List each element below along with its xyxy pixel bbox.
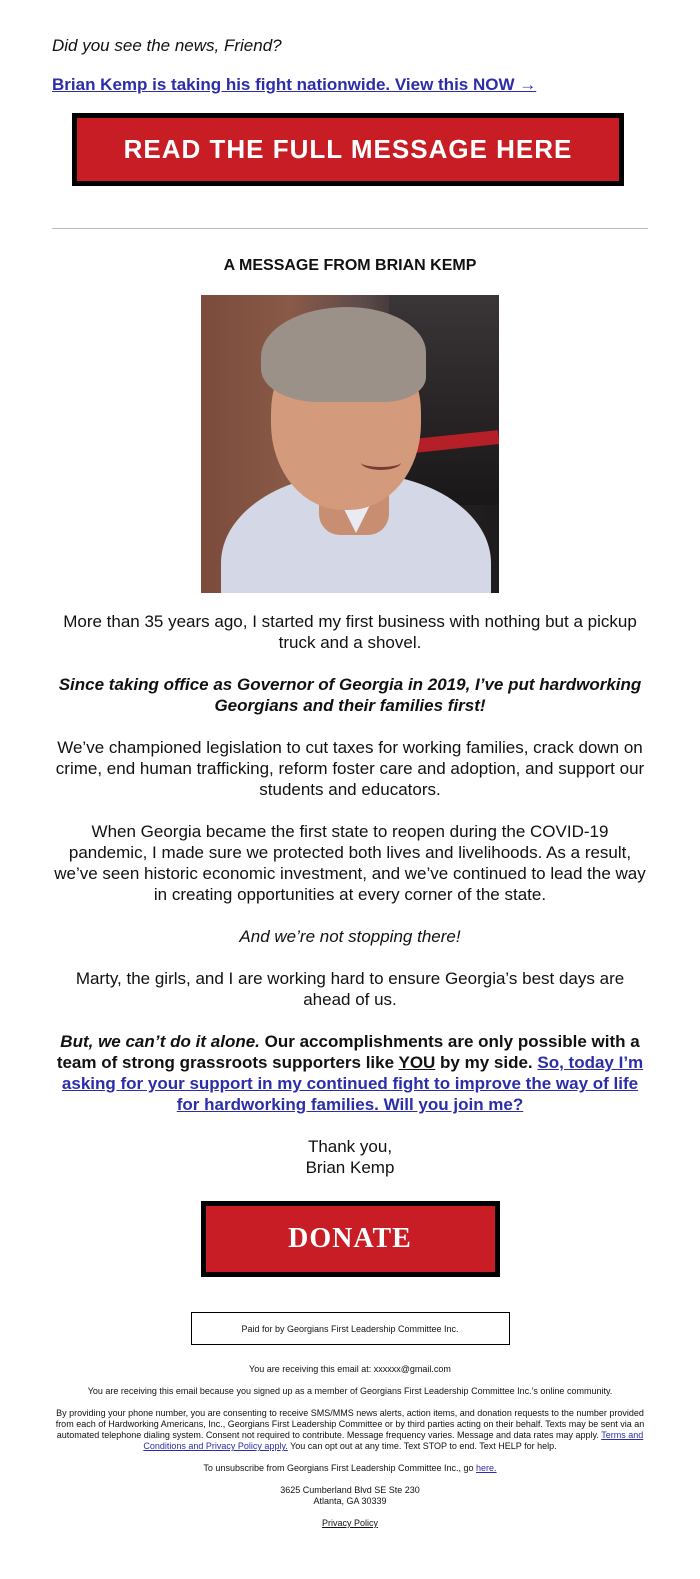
appeal-support-link[interactable]: So, today I’m asking for your support in my continued fight to improve the way of life for hardworking families. Will you join me? bbox=[61, 1053, 644, 1114]
signoff-thanks: Thank you, bbox=[307, 1137, 393, 1156]
signoff bbox=[52, 1136, 648, 1178]
footer-unsubscribe bbox=[52, 1463, 648, 1474]
footer-receiving: You are receiving this email at: xxxxxx@gmail.com bbox=[249, 1364, 451, 1374]
terms-link[interactable]: Terms and Conditions and Privacy Policy apply. bbox=[143, 1430, 644, 1451]
footer-address bbox=[52, 1485, 648, 1507]
photo-hair bbox=[261, 307, 426, 402]
paragraph-family: Marty, the girls, and I are working hard to ensure Georgia’s best days are ahead of us. bbox=[75, 969, 625, 1009]
appeal-emphasis: But, we can’t do it alone. bbox=[60, 1032, 260, 1051]
paragraph-not-stopping: And we’re not stopping there! bbox=[239, 927, 461, 946]
footer-signed-up: You are receiving this email because you signed up as a member of Georgians First Leadership Committee Inc.’s online community. bbox=[87, 1386, 613, 1396]
sms-text-a: By providing your phone number, you are consenting to receive SMS/MMS news alerts, action items, and donation requests to the number provided from each of Hardworking Americans, Inc., Georgians First Leadership Committee or by third parties acting on their behalf. Texts may be sent via an automated telephone dialing system. Consent not required to contribute. Message frequency varies. Message and data rates may apply. bbox=[55, 1408, 645, 1440]
paragraph-appeal bbox=[52, 1031, 648, 1115]
footer-privacy bbox=[52, 1518, 648, 1529]
paragraph-governor: Since taking office as Governor of Georgia in 2019, I’ve put hardworking Georgians and their families first! bbox=[58, 675, 642, 715]
headline-link[interactable]: Brian Kemp is taking his fight nationwide. View this NOW → bbox=[52, 75, 537, 94]
paragraph-legislation: We’ve championed legislation to cut taxes for working families, crack down on crime, end human trafficking, reform foster care and adoption, and support our students and educators. bbox=[55, 738, 645, 799]
footer-sms-consent bbox=[52, 1408, 648, 1452]
appeal-text-a: Our accomplishments are only possible with a team of strong grassroots supporters like bbox=[56, 1032, 640, 1072]
paragraph-covid: When Georgia became the first state to reopen during the COVID-19 pandemic, I made sure we protected both lives and livelihoods. As a result, we’ve seen historic economic investment, and we’ve continued to lead the way in creating opportunities at every corner of the state. bbox=[54, 822, 646, 904]
paid-for-box: Paid for by Georgians First Leadership Committee Inc. bbox=[191, 1312, 510, 1345]
cta-container bbox=[72, 113, 648, 186]
email-container bbox=[52, 0, 648, 1529]
greeting: Did you see the news, Friend? bbox=[52, 36, 282, 55]
paragraph-business: More than 35 years ago, I started my first business with nothing but a pickup truck and a shovel. bbox=[63, 612, 637, 652]
sms-text-b: You can opt out at any time. Text STOP to end. Text HELP for help. bbox=[287, 1441, 557, 1451]
appeal-you: YOU bbox=[398, 1053, 436, 1072]
address-line-1: 3625 Cumberland Blvd SE Ste 230 bbox=[280, 1485, 420, 1495]
unsubscribe-text: To unsubscribe from Georgians First Leadership Committee Inc., go bbox=[203, 1463, 477, 1473]
message-title: A MESSAGE FROM BRIAN KEMP bbox=[223, 257, 477, 274]
unsubscribe-link[interactable]: here. bbox=[476, 1463, 497, 1473]
donate-button[interactable]: DONATE bbox=[201, 1201, 500, 1277]
privacy-policy-link[interactable]: Privacy Policy bbox=[321, 1518, 378, 1528]
brian-kemp-photo bbox=[201, 295, 499, 593]
address-line-2: Atlanta, GA 30339 bbox=[313, 1496, 387, 1506]
divider bbox=[52, 228, 648, 229]
signoff-name: Brian Kemp bbox=[305, 1158, 395, 1177]
photo-smile bbox=[361, 455, 401, 470]
appeal-text-b: by my side. bbox=[435, 1053, 538, 1072]
read-full-message-button[interactable]: READ THE FULL MESSAGE HERE bbox=[72, 113, 624, 186]
